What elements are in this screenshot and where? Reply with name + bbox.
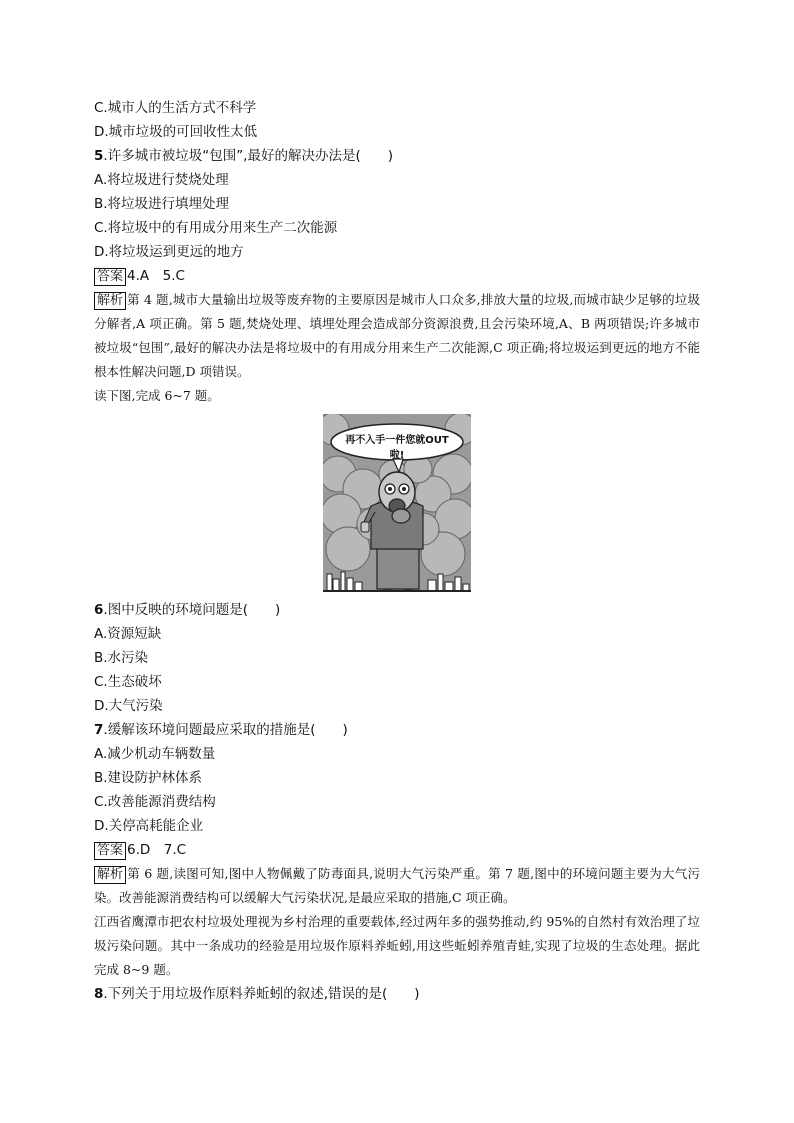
answer-text: 4.A 5.C xyxy=(127,268,185,284)
answer-text: 6.D 7.C xyxy=(127,842,187,858)
question-stem: .下列关于用垃圾作原料养蚯蚓的叙述,错误的是( ) xyxy=(103,986,420,1002)
q7-option-b: B.建设防护林体系 xyxy=(94,770,203,786)
q4-option-d: D.城市垃圾的可回收性太低 xyxy=(94,124,258,140)
q4-option-c: C.城市人的生活方式不科学 xyxy=(94,100,257,116)
q7-option-a: A.减少机动车辆数量 xyxy=(94,746,216,762)
speech-bubble-text: 再不入手一件您就OUT啦! xyxy=(345,435,449,461)
question-number: 8 xyxy=(94,986,104,1002)
answer-label: 答案 xyxy=(94,268,126,286)
question-number: 6 xyxy=(94,602,104,618)
q6-option-a: A.资源短缺 xyxy=(94,626,162,642)
q6-option-c: C.生态破坏 xyxy=(94,674,162,690)
q5-option-c: C.将垃圾中的有用成分用来生产二次能源 xyxy=(94,220,338,236)
cartoon-figure xyxy=(323,414,471,592)
analysis-text: 第 6 题,读图可知,图中人物佩戴了防毒面具,说明大气污染严重。第 7 题,图中的环境问题主要为大气污染。改善能源消费结构可以缓解大气污染状况,是最应采取的措施,C 项正确。 xyxy=(94,866,700,905)
q5-option-d: D.将垃圾运到更远的地方 xyxy=(94,244,244,260)
analysis-label: 解析 xyxy=(94,292,126,310)
intro-8-9: 江西省鹰潭市把农村垃圾处理视为乡村治理的重要载体,经过两年多的强势推动,约 95%的自然村有效治理了垃圾污染问题。其中一条成功的经验是用垃圾作原料养蚯蚓,用这些蚯蚓养殖青蛙,实现了垃圾的生态处理。据此完成 8~9 题。 xyxy=(94,914,700,977)
q5-option-a: A.将垃圾进行焚烧处理 xyxy=(94,172,229,188)
question-7 xyxy=(94,718,700,742)
question-5 xyxy=(94,144,700,168)
answer-label: 答案 xyxy=(94,842,126,860)
q6-option-b: B.水污染 xyxy=(94,650,149,666)
q7-option-c: C.改善能源消费结构 xyxy=(94,794,216,810)
analysis-1 xyxy=(94,288,700,384)
document-page xyxy=(94,96,700,1006)
q5-option-b: B.将垃圾进行填埋处理 xyxy=(94,196,230,212)
q6-option-d: D.大气污染 xyxy=(94,698,163,714)
question-stem: .缓解该环境问题最应采取的措施是( ) xyxy=(103,722,348,738)
question-8 xyxy=(94,982,700,1006)
intro-6-7: 读下图,完成 6~7 题。 xyxy=(94,388,220,403)
analysis-2 xyxy=(94,862,700,910)
question-number: 7 xyxy=(94,722,104,738)
answer-line-2 xyxy=(94,838,700,862)
analysis-label: 解析 xyxy=(94,866,126,884)
question-number: 5 xyxy=(94,148,104,164)
question-stem: .许多城市被垃圾“包围”,最好的解决办法是( ) xyxy=(103,148,394,164)
answer-line-1 xyxy=(94,264,700,288)
question-stem: .图中反映的环境问题是( ) xyxy=(103,602,281,618)
question-6 xyxy=(94,598,700,622)
q7-option-d: D.关停高耗能企业 xyxy=(94,818,204,834)
analysis-text: 第 4 题,城市大量输出垃圾等废弃物的主要原因是城市人口众多,排放大量的垃圾,而城市缺少足够的垃圾分解者,A 项正确。第 5 题,焚烧处理、填埋处理会造成部分资源浪费,且会污染环境,A、B 两项错误;许多城市被垃圾“包围”,最好的解决办法是将垃圾中的有用成分用来生产二次能源,C 项正确;将垃圾运到更远的地方不能根本性解决问题,D 项错误。 xyxy=(94,292,700,379)
